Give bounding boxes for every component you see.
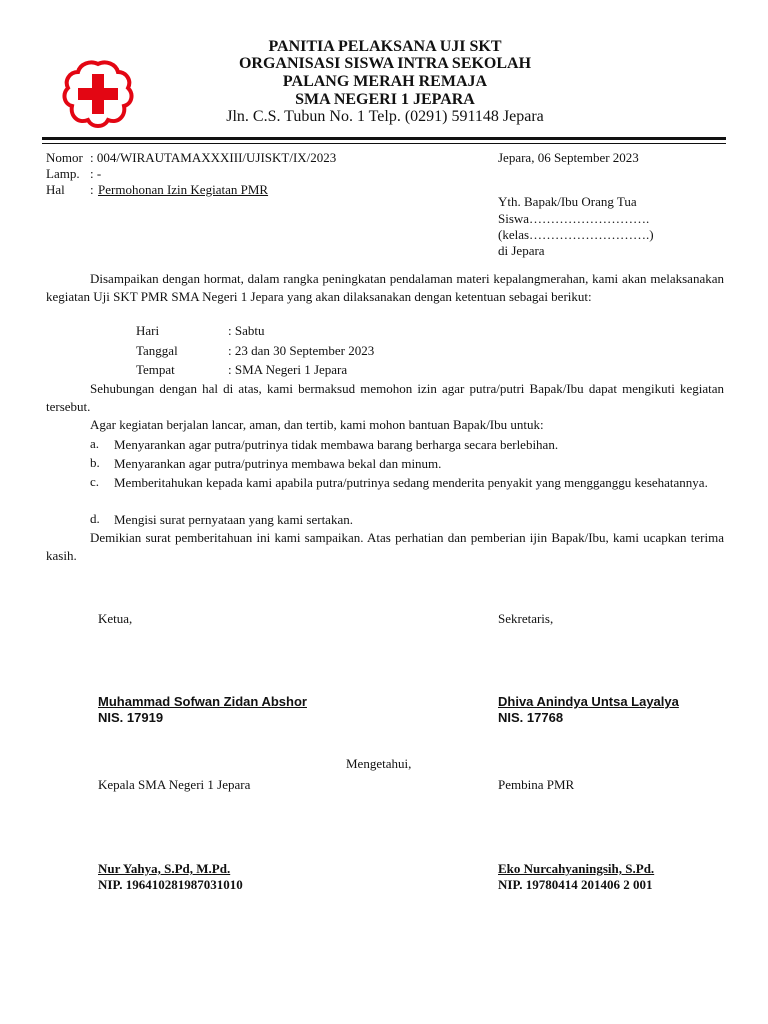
red-cross-logo-icon [62, 58, 134, 130]
header-divider-thick [42, 137, 726, 140]
help-intro: Agar kegiatan berjalan lancar, aman, dan tertib, kami mohon bantuan Bapak/Ibu untuk: [90, 417, 544, 432]
request-paragraph: Sehubungan dengan hal di atas, kami bermaksud memohon izin agar putra/putri Bapak/Ibu dapat mengikuti kegiatan tersebut. [46, 381, 724, 414]
list-item-letter: b. [90, 455, 100, 470]
detail-label: Tanggal [136, 343, 178, 358]
mengetahui-label: Mengetahui, [346, 756, 412, 771]
letterhead-line-2: ORGANISASI SISWA INTRA SEKOLAH [238, 55, 532, 72]
nomor-value: : 004/WIRAUTAMAXXXIII/UJISKT/IX/2023 [90, 150, 337, 165]
recipient-line-2: Siswa………………………. [498, 211, 650, 226]
sekretaris-id: NIS. 17768 [498, 710, 564, 725]
letter-date: Jepara, 06 September 2023 [498, 150, 639, 165]
recipient-line-4: di Jepara [498, 243, 545, 258]
ketua-title: Ketua, [98, 611, 133, 626]
detail-value: : SMA Negeri 1 Jepara [228, 362, 348, 377]
detail-value: : 23 dan 30 September 2023 [228, 343, 375, 358]
letterhead-line-3: PALANG MERAH REMAJA [282, 73, 488, 90]
detail-label: Hari [136, 323, 160, 338]
lamp-label: Lamp. [46, 166, 80, 181]
list-item-text: Menyarankan agar putra/putrinya membawa bekal dan minum. [114, 456, 442, 471]
list-item-text: Mengisi surat pernyataan yang kami sertakan. [114, 512, 353, 527]
recipient-line-3: (kelas……………………….) [498, 227, 654, 242]
list-item-text: Memberitahukan kepada kami apabila putra/putrinya sedang menderita penyakit yang mengganggu kesehatannya. [114, 475, 708, 490]
list-item-letter: c. [90, 474, 100, 489]
kepsek-name: Nur Yahya, S.Pd, M.Pd. [98, 861, 231, 876]
pembina-title: Pembina PMR [498, 777, 575, 792]
list-item-letter: d. [90, 511, 100, 526]
list-item-letter: a. [90, 436, 100, 451]
detail-label: Tempat [136, 362, 175, 377]
ketua-id: NIS. 17919 [98, 710, 164, 725]
letterhead-line-4: SMA NEGERI 1 JEPARA [295, 91, 475, 108]
pembina-id: NIP. 19780414 201406 2 001 [498, 877, 653, 892]
detail-value: : Sabtu [228, 323, 265, 338]
letterhead-address: Jln. C.S. Tubun No. 1 Telp. (0291) 591148 Jepara [226, 108, 544, 125]
hal-value: Permohonan Izin Kegiatan PMR [98, 182, 269, 197]
list-item-text: Menyarankan agar putra/putrinya tidak membawa barang berharga secara berlebihan. [114, 437, 559, 452]
letterhead-line-1: PANITIA PELAKSANA UJI SKT [268, 38, 502, 55]
recipient-line-1: Yth. Bapak/Ibu Orang Tua [498, 194, 637, 209]
kepsek-title: Kepala SMA Negeri 1 Jepara [98, 777, 251, 792]
header-divider-thin [42, 143, 726, 144]
lamp-value: : - [90, 166, 102, 181]
sekretaris-title: Sekretaris, [498, 611, 554, 626]
intro-paragraph: Disampaikan dengan hormat, dalam rangka peningkatan pendalaman materi kepalangmerahan, kami akan melaksanakan kegiatan Uji SKT PMR SMA Negeri 1 Jepara yang akan dilaksanakan dengan ketentuan sebagai berikut: [46, 271, 724, 304]
sekretaris-name: Dhiva Anindya Untsa Layalya [498, 694, 679, 709]
nomor-label: Nomor [46, 150, 83, 165]
hal-colon: : [90, 182, 94, 197]
kepsek-id: NIP. 196410281987031010 [98, 877, 243, 892]
pembina-name: Eko Nurcahyaningsih, S.Pd. [498, 861, 655, 876]
hal-label: Hal [46, 182, 65, 197]
closing-paragraph: Demikian surat pemberitahuan ini kami sampaikan. Atas perhatian dan pemberian ijin Bapak/Ibu, kami ucapkan terima kasih. [46, 530, 724, 563]
ketua-name: Muhammad Sofwan Zidan Abshor [98, 694, 307, 709]
